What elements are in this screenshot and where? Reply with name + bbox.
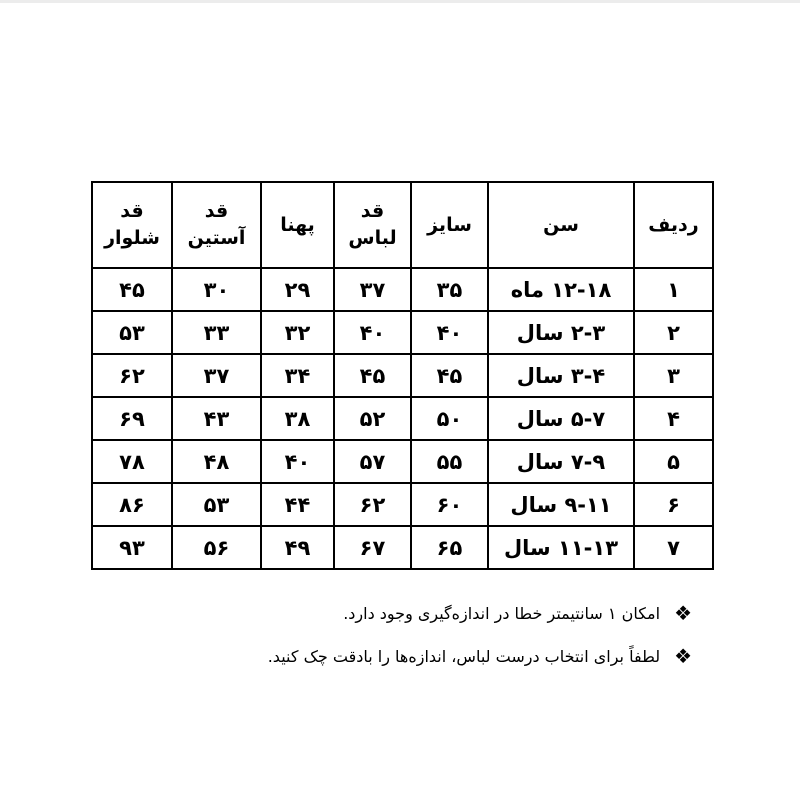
table-cell: ۷ [634, 526, 713, 569]
header-cell-pants-length: قد شلوار [92, 182, 172, 268]
table-row [92, 311, 713, 354]
header-cell-sleeve-length: قد آستین [172, 182, 261, 268]
table-cell: ۱۱-۱۳ سال [488, 526, 634, 569]
table-cell: ۴۰ [411, 311, 488, 354]
table-cell: ۶۹ [92, 397, 172, 440]
header-cell-dress-length: قد لباس [334, 182, 411, 268]
table-cell: ۳۷ [334, 268, 411, 311]
table-cell: ۵۳ [172, 483, 261, 526]
table-cell: ۴۰ [334, 311, 411, 354]
table-cell: ۶۷ [334, 526, 411, 569]
table-cell: ۳۴ [261, 354, 334, 397]
header-cell-row-number: ردیف [634, 182, 713, 268]
table-cell: ۳۰ [172, 268, 261, 311]
table-cell: ۵۵ [411, 440, 488, 483]
note-item-check-sizes [132, 641, 692, 671]
table-row [92, 483, 713, 526]
table-cell: ۱۲-۱۸ ماه [488, 268, 634, 311]
table-cell: ۲ [634, 311, 713, 354]
table-cell: ۸۶ [92, 483, 172, 526]
table-cell: ۴ [634, 397, 713, 440]
header-cell-age: سن [488, 182, 634, 268]
table-row [92, 268, 713, 311]
table-cell: ۵۲ [334, 397, 411, 440]
table-cell: ۴۳ [172, 397, 261, 440]
table-cell: ۵-۷ سال [488, 397, 634, 440]
table-cell: ۹۳ [92, 526, 172, 569]
table-cell: ۴۹ [261, 526, 334, 569]
table-cell: ۱ [634, 268, 713, 311]
table-cell: ۵ [634, 440, 713, 483]
size-chart-table [91, 181, 714, 570]
table-cell: ۴۵ [411, 354, 488, 397]
table-row [92, 440, 713, 483]
table-cell: ۳-۴ سال [488, 354, 634, 397]
table-row [92, 354, 713, 397]
table-cell: ۴۴ [261, 483, 334, 526]
table-row [92, 397, 713, 440]
header-cell-width: پهنا [261, 182, 334, 268]
top-border-strip [0, 0, 800, 3]
table-row [92, 526, 713, 569]
table-cell: ۵۰ [411, 397, 488, 440]
diamond-bullet-icon: ❖ [674, 644, 692, 668]
notes-list [132, 598, 692, 684]
table-cell: ۶۰ [411, 483, 488, 526]
table-cell: ۴۰ [261, 440, 334, 483]
table-cell: ۹-۱۱ سال [488, 483, 634, 526]
table-cell: ۳۷ [172, 354, 261, 397]
table-cell: ۶۲ [334, 483, 411, 526]
table-cell: ۵۶ [172, 526, 261, 569]
table-cell: ۳۵ [411, 268, 488, 311]
note-text: امکان ۱ سانتیمتر خطا در اندازه‌گیری وجود دارد. [343, 603, 661, 623]
table-cell: ۴۵ [334, 354, 411, 397]
table-cell: ۴۸ [172, 440, 261, 483]
table-cell: ۳ [634, 354, 713, 397]
table-cell: ۶۵ [411, 526, 488, 569]
table-cell: ۳۸ [261, 397, 334, 440]
diamond-bullet-icon: ❖ [674, 601, 692, 625]
table-cell: ۳۳ [172, 311, 261, 354]
note-text: لطفاً برای انتخاب درست لباس، اندازه‌ها را بادقت چک کنید. [267, 646, 661, 666]
table-cell: ۷۸ [92, 440, 172, 483]
table-cell: ۶۲ [92, 354, 172, 397]
header-cell-size: سایز [411, 182, 488, 268]
table-cell: ۳۲ [261, 311, 334, 354]
table-cell: ۲۹ [261, 268, 334, 311]
table-cell: ۴۵ [92, 268, 172, 311]
note-item-measurement-tolerance [132, 598, 692, 628]
table-cell: ۷-۹ سال [488, 440, 634, 483]
table-cell: ۵۳ [92, 311, 172, 354]
table-cell: ۶ [634, 483, 713, 526]
table-cell: ۲-۳ سال [488, 311, 634, 354]
table-header-row [92, 182, 713, 268]
table-cell: ۵۷ [334, 440, 411, 483]
